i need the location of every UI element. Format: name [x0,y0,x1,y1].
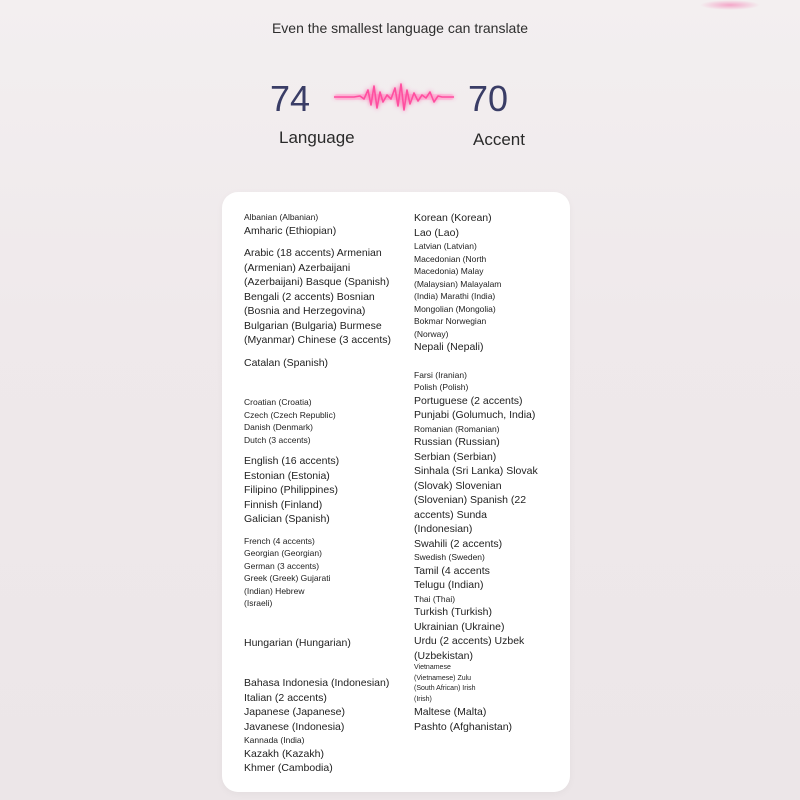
language-item: Turkish (Turkish) [414,606,492,618]
language-item: (Irish) [414,695,432,703]
language-item: Polish (Polish) [414,382,469,392]
language-item: Galician (Spanish) [244,513,330,525]
language-item: Latvian (Latvian) [414,241,477,251]
language-item: Swedish (Sweden) [414,552,485,562]
language-item: Dutch (3 accents) [244,434,311,445]
language-count: 74 [270,78,311,119]
language-item: Kazakh (Kazakh) [244,747,324,760]
language-item: Estonian (Estonia) [244,469,330,482]
corner-glow [700,0,760,10]
language-item: (South African) Irish [414,685,476,692]
language-item: (Myanmar) Chinese (3 accents) [244,334,392,346]
language-item: Mongolian (Mongolia) [414,303,496,314]
language-item: (Norway) [414,328,449,339]
accent-label: Accent [473,130,525,149]
right-language-column [414,211,538,734]
language-item: (Indonesian) [414,523,473,535]
language-item: Maltese (Malta) [414,706,487,718]
language-item: Bahasa Indonesia (Indonesian) [244,677,390,689]
language-item: (India) Marathi (India) [414,291,496,301]
language-item: Swahili (2 accents) [414,537,503,550]
language-item: Thai (Thai) [414,593,456,604]
language-list-card [222,192,570,792]
language-item: (Bosnia and Herzegovina) [244,305,366,317]
language-item: Javanese (Indonesia) [244,720,345,733]
language-item: Ukrainian (Ukraine) [414,620,505,633]
language-item: French (4 accents) [244,535,315,546]
language-item: Farsi (Iranian) [414,369,467,380]
language-item: (Armenian) Azerbaijani [244,261,351,274]
language-item: (Slovenian) Spanish (22 [414,494,527,506]
language-item: Czech (Czech Republic) [244,409,336,420]
language-item: Bengali (2 accents) Bosnian [244,290,375,303]
language-item: (Indian) Hebrew [244,585,305,596]
language-item: Russian (Russian) [414,436,500,448]
language-item: Hungarian (Hungarian) [244,636,351,649]
language-item: German (3 accents) [244,560,320,571]
language-item: Macedonian (North [414,253,487,264]
sound-wave-icon [330,78,458,116]
language-item: Italian (2 accents) [244,691,327,704]
language-item: Serbian (Serbian) [414,450,497,463]
language-item: Amharic (Ethiopian) [244,224,337,237]
language-item: Punjabi (Golumuch, India) [414,409,536,421]
left-language-column [244,211,391,776]
language-item: Lao (Lao) [414,226,459,239]
language-item: Bokmar Norwegian [414,316,487,326]
language-item: English (16 accents) [244,455,340,467]
language-item: Bulgarian (Bulgaria) Burmese [244,319,382,332]
language-item: Catalan (Spanish) [244,356,329,369]
language-item: Tamil (4 accents [414,564,490,577]
language-item: (Azerbaijani) Basque (Spanish) [244,276,390,288]
language-item: (Slovak) Slovenian [414,479,502,492]
language-item: Telugu (Indian) [414,579,484,591]
language-item: Khmer (Cambodia) [244,762,333,774]
language-item: (Malaysian) Malayalam [414,278,502,289]
language-item: accents) Sunda [414,508,487,521]
language-item: Macedonia) Malay [414,266,484,276]
language-item: Korean (Korean) [414,212,492,224]
language-item: Sinhala (Sri Lanka) Slovak [414,465,538,477]
language-item: Nepali (Nepali) [414,341,484,353]
language-label: Language [279,128,355,147]
accent-count: 70 [468,78,509,119]
language-item: Kannada (India) [244,735,305,745]
language-item: (Vietnamese) Zulu [414,674,472,682]
language-item: Greek (Greek) Gujarati [244,573,331,583]
language-item: Romanian (Romanian) [414,423,500,434]
language-item: Georgian (Georgian) [244,548,322,558]
headline: Even the smallest language can translate [271,20,529,36]
language-item: Japanese (Japanese) [244,706,345,718]
language-item: Urdu (2 accents) Uzbek [414,635,525,647]
language-item: Vietnamese [414,664,451,671]
language-item: Albanian (Albanian) [244,212,319,222]
language-item: Pashto (Afghanistan) [414,720,513,733]
language-item: (Israeli) [244,598,273,608]
language-item: Arabic (18 accents) Armenian [244,247,382,259]
language-item: Portuguese (2 accents) [414,394,523,407]
language-item: Filipino (Philippines) [244,484,338,496]
language-item: Finnish (Finland) [244,498,323,511]
language-item: Danish (Denmark) [244,422,313,432]
language-item: Croatian (Croatia) [244,397,312,407]
language-item: (Uzbekistan) [414,649,473,662]
